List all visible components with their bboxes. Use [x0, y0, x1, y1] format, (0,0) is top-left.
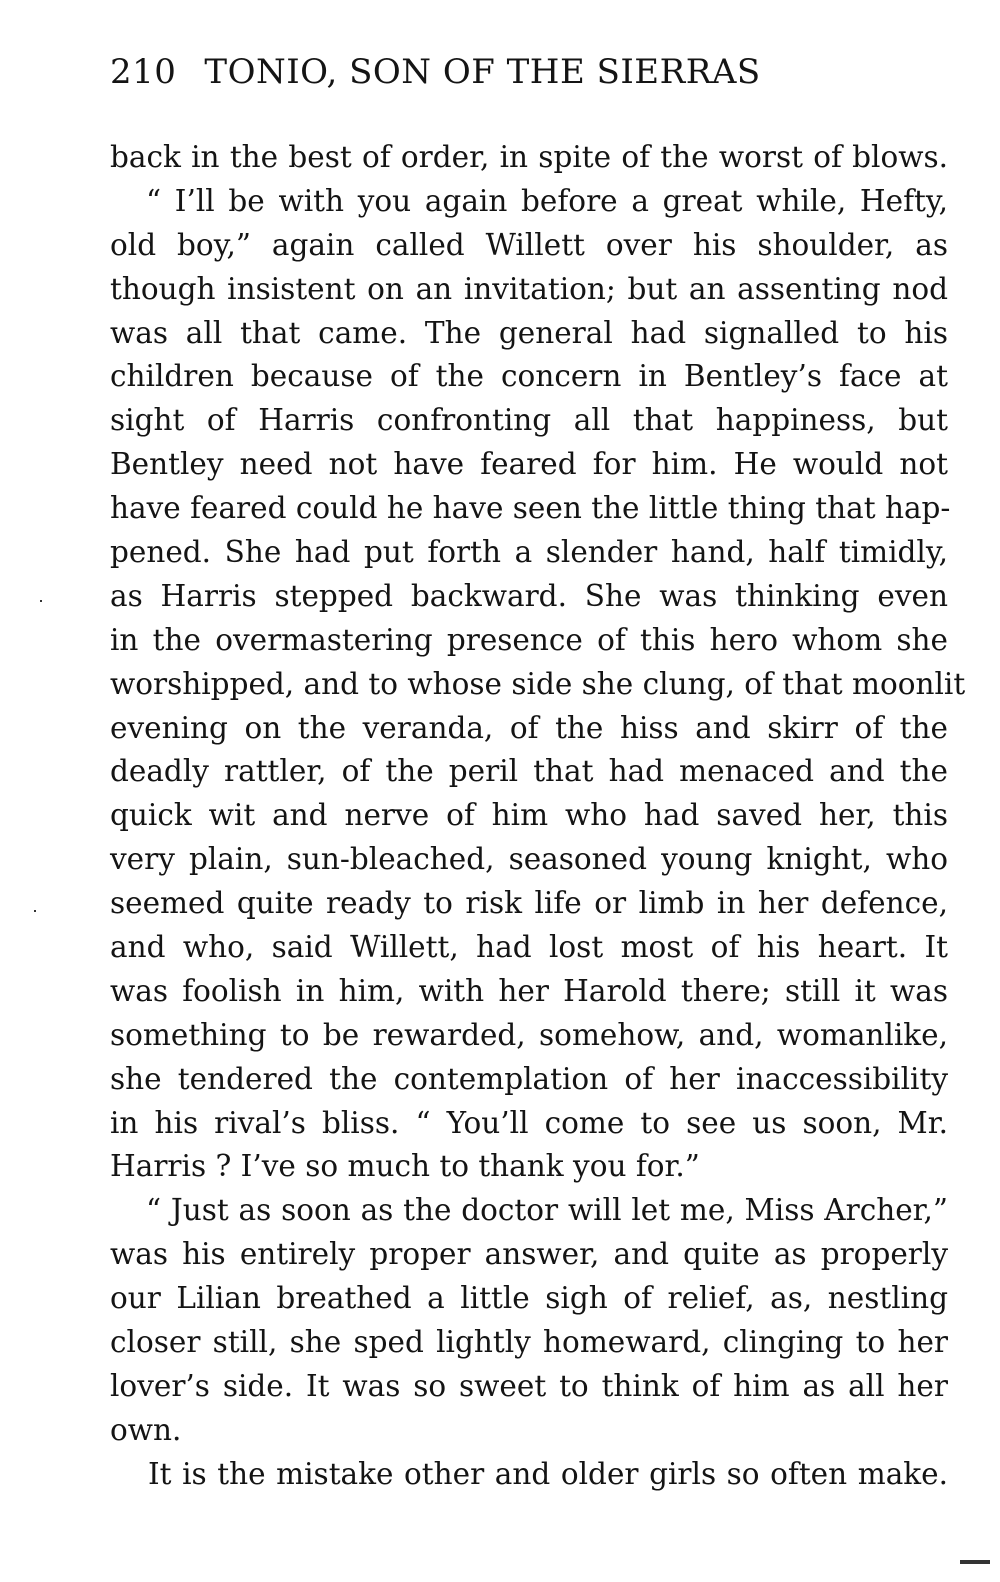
text-line: in his rival’s bliss. “ You’ll come to see us soon, Mr.	[110, 1105, 948, 1140]
text-line: “ I’ll be with you again before a great while, Hefty,	[146, 183, 948, 218]
text-line: Harris ? I’ve so much to thank you for.”	[110, 1149, 700, 1184]
running-title: TONIO, SON OF THE SIERRAS	[204, 52, 761, 92]
text-line: in the overmastering presence of this hero whom she	[110, 622, 948, 657]
page-number: 210	[110, 52, 177, 92]
scan-speck	[34, 910, 36, 912]
text-line: she tendered the contemplation of her inaccessibility	[110, 1061, 948, 1096]
text-line: evening on the veranda, of the hiss and skirr of the	[110, 710, 948, 745]
text-line: closer still, she sped lightly homeward, clinging to her	[110, 1325, 948, 1360]
text-line: was all that came. The general had signalled to his	[110, 315, 948, 350]
text-line: “ Just as soon as the doctor will let me, Miss Archer,”	[146, 1193, 948, 1228]
text-line: was his entirely proper answer, and quite as properly	[110, 1237, 948, 1272]
text-line: worshipped, and to whose side she clung, of that moonlit	[110, 666, 966, 701]
text-line: Bentley need not have feared for him. He would not	[110, 447, 948, 482]
text-line: children because of the concern in Bentley’s face at	[110, 359, 948, 394]
text-line: our Lilian breathed a little sigh of relief, as, nestling	[110, 1281, 948, 1316]
text-line: pened. She had put forth a slender hand, half timidly,	[110, 535, 948, 570]
text-line: as Harris stepped backward. She was thinking even	[110, 578, 948, 613]
text-line: and who, said Willett, had lost most of his heart. It	[110, 930, 948, 965]
text-line: seemed quite ready to risk life or limb in her defence,	[110, 886, 948, 921]
text-line: was foolish in him, with her Harold there; still it was	[110, 973, 948, 1008]
text-line: back in the best of order, in spite of the worst of blows.	[110, 140, 948, 174]
scan-speck	[40, 600, 42, 602]
body-text	[110, 136, 966, 1497]
text-line: something to be rewarded, somehow, and, womanlike,	[110, 1017, 948, 1052]
text-line: though insistent on an invitation; but an assenting nod	[110, 271, 948, 306]
text-line: deadly rattler, of the peril that had menaced and the	[110, 754, 948, 789]
running-head	[110, 52, 880, 102]
text-line: have feared could he have seen the little thing that hap-	[110, 491, 951, 526]
text-line: quick wit and nerve of him who had saved her, this	[110, 798, 948, 833]
scan-speck	[960, 1560, 990, 1564]
text-line: sight of Harris confronting all that happiness, but	[110, 403, 948, 438]
text-line: lover’s side. It was so sweet to think of him as all her	[110, 1368, 948, 1403]
text-line: very plain, sun-bleached, seasoned young knight, who	[110, 842, 948, 877]
text-line: It is the mistake other and older girls so often make.	[148, 1456, 948, 1491]
text-line: own.	[110, 1412, 182, 1447]
text-line: old boy,” again called Willett over his shoulder, as	[110, 227, 948, 262]
